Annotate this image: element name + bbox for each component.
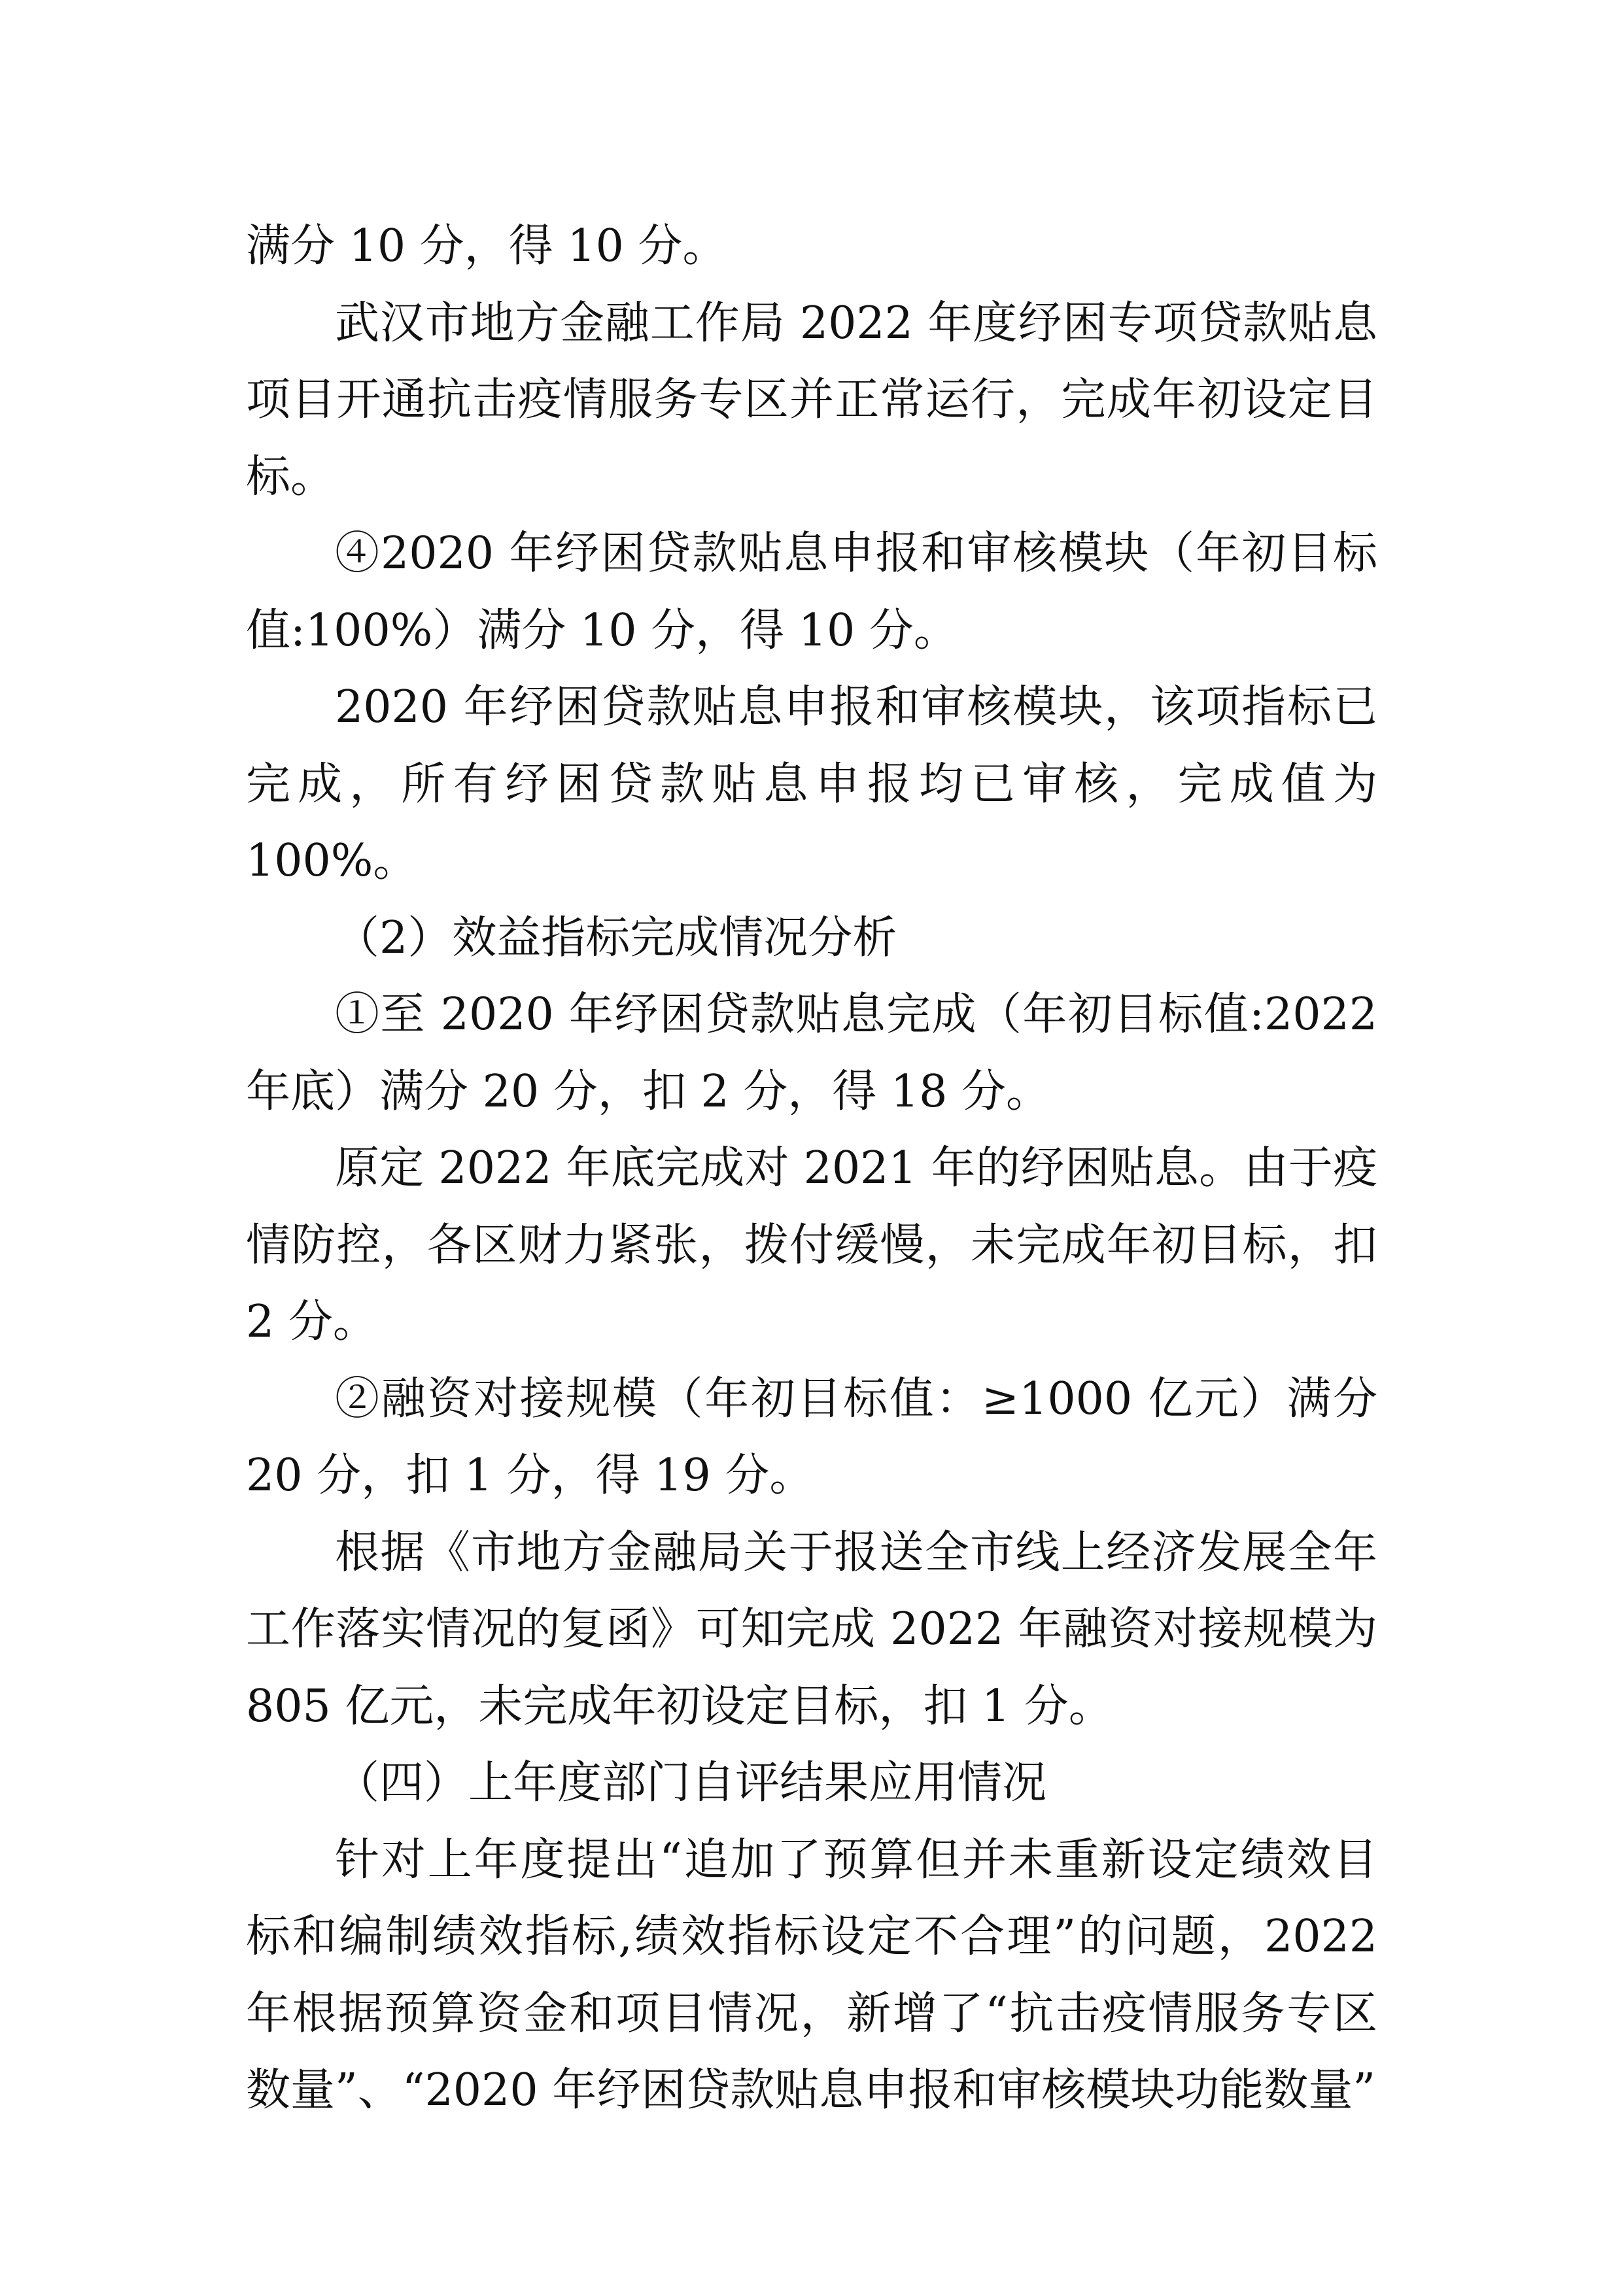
body-text [246,208,1377,2129]
paragraph-benefit-indicator-2: ②融资对接规模（年初目标值：≥1000 亿元）满分 20 分，扣 1 分，得 19 分。 [246,1373,1377,1501]
paragraph-benefit-indicator-2-result: 根据《市地方金融局关于报送全市线上经济发展全年工作落实情况的复函》可知完成 2022 年融资对接规模为 805 亿元，未完成年初设定目标，扣 1 分。 [246,1526,1377,1732]
paragraph-prior-year-application: 针对上年度提出“追加了预算但并未重新设定绩效目标和编制绩效指标,绩效指标设定不合理”的问题，2022 年根据预算资金和项目情况，新增了“抗击疫情服务专区数量”、“2020 年纾困贷款贴息申报和审核模块功能数量” [246,1834,1377,2116]
paragraph-benefit-indicator-1-result: 原定 2022 年底完成对 2021 年的纾困贴息。由于疫情防控，各区财力紧张，拨付缓慢，未完成年初目标，扣 2 分。 [246,1142,1377,1348]
paragraph-indicator-4-result: 2020 年纾困贷款贴息申报和审核模块，该项指标已完成，所有纾困贷款贴息申报均已审核，完成值为 100%。 [246,681,1377,887]
paragraph-score-continuation: 满分 10 分，得 10 分。 [246,220,727,272]
paragraph-indicator-4: ④2020 年纾困贷款贴息申报和审核模块（年初目标值:100%）满分 10 分，得 10 分。 [246,528,1377,657]
paragraph-benefit-indicator-1: ①至 2020 年纾困贷款贴息完成（年初目标值:2022 年底）满分 20 分，扣 2 分，得 18 分。 [246,989,1377,1118]
section-heading-benefit-indicators: （2）效益指标完成情况分析 [335,912,897,964]
paragraph-service-zone-result: 武汉市地方金融工作局 2022 年度纾困专项贷款贴息项目开通抗击疫情服务专区并正常运行，完成年初设定目标。 [246,297,1377,503]
section-heading-prior-year-results: （四）上年度部门自评结果应用情况 [335,1757,1047,1809]
